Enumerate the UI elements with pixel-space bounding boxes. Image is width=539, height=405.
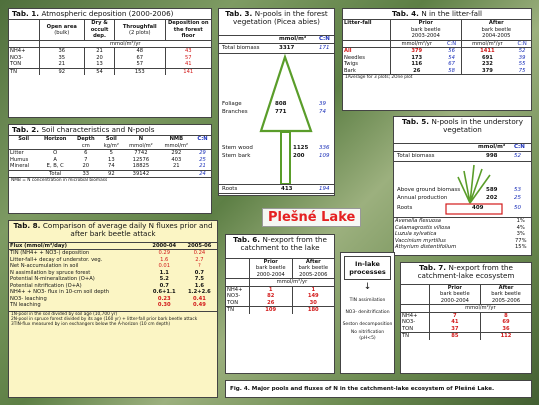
table-row: Total 33 92 39142 24 — [9, 170, 211, 177]
table-7-ecosystem-export — [400, 262, 532, 374]
t8-table: Flux (mmol/m²/day) 2000-04 2005-06 TIN (NH4+ + NO3-) deposition 0.29 0.24 Litter-fall+ decay of understor. veg. 1.6 2.7 Net N-accumulation in soil 0.01 ? N assimilation by spruce forest 1.1 0.7 Potential N-mineralization (O+A) 5.2 7.5 Potential nitrification (O+A) 0.7 1.6 NH4+ + NO3- flux in 10-cm soil depth 0.6+1.1 1.2+2.6 NO3- leaching 0.23 0.41 TN leaching 0.30 0.49 — [9, 242, 217, 309]
in-lake-title: In-lake processes — [344, 256, 391, 280]
table-row: NO3- 41 69 — [401, 319, 531, 326]
list-item: Athyrium distentifolium 15% — [395, 244, 527, 250]
table-6-catchment-export — [225, 234, 335, 374]
t1-col-open: Open area — [46, 23, 77, 30]
table-8-daily-fluxes — [8, 220, 218, 398]
table-1-atmospheric-deposition — [8, 8, 212, 118]
t1-num: Tab. 1. — [12, 9, 39, 18]
arrow-down-icon: ↓ — [363, 282, 372, 293]
table-row: Litter O 6 5 7742 292 29 — [10, 150, 206, 157]
t7-title: N-export from the catchment-lake ecosystem — [417, 263, 515, 281]
table-row: NH4+ 1 1 — [226, 286, 334, 293]
table-row: All 379 56 1411 52 — [344, 48, 526, 55]
table-row: Mineral E, B, C 20 74 18825 21 21 — [10, 163, 206, 170]
list-item: Luzula sylvatica 3% — [395, 231, 525, 237]
t1-table — [9, 19, 211, 75]
list-item: Calamagrostis villosa 4% — [395, 224, 525, 231]
t3-num: Tab. 3. — [225, 9, 253, 18]
t1-title: Atmospheric deposition (2000-2006) — [41, 9, 174, 18]
table-row: Twigs 116 67 232 55 — [344, 61, 526, 68]
t1-col-bulk: (bulk) — [54, 30, 70, 37]
table-row: NO3- 35 20 67 57 — [9, 55, 211, 62]
t5-annual: Annual production 202 25 — [397, 195, 521, 201]
lake-title: Plešné Lake — [262, 208, 361, 227]
t4-notes: 1Average for 3 plots; 2One plot — [343, 74, 531, 80]
t7-table: Prior After bark beetle bark beetle 2000-2004 2005-2006 mmol/m²/yr NH4+ 7 8 NO3- 41 69 TON 37 36 TN 85 112 — [401, 284, 531, 340]
t3-branches: Branches 771 74 — [222, 109, 326, 115]
t5-above: Above ground biomass 589 53 — [397, 187, 521, 193]
t3-header: mmol/m² C:N — [219, 35, 334, 44]
t1-col-throughfall: Throughfall — [122, 23, 157, 30]
table-row: TON 21 13 57 41 — [9, 61, 211, 68]
t5-species — [394, 217, 532, 251]
table-row: TON 37 36 — [401, 326, 531, 333]
t3-roots: Roots 413 194 — [219, 184, 334, 194]
list-item: No nitrification — [350, 330, 385, 336]
table-row: Potential nitrification (O+A) 0.7 1.6 — [10, 282, 204, 289]
list-item: Seston decomposition — [342, 321, 393, 327]
table-row: NH4+ 36 21 48 43 — [9, 48, 211, 55]
figure-caption: Fig. 4. Major pools and fluxes of N in the catchment-lake ecosystem of Plešné Lake. — [225, 380, 532, 398]
t5-num: Tab. 5. — [402, 117, 429, 126]
t8-notes: 1N-pool in the soil divided by soil age (10,700 yr) 2N-pool in spruce forest divided by its age (160 yr) + litter-fall prior bark beetle attack 3TIN-flux measured by ion exchangers below the A-horizon (10 cm depth) — [9, 311, 217, 327]
table-row: Needles 173 54 691 39 — [344, 54, 526, 61]
tree-crown — [261, 57, 311, 131]
t1-col-plots: (2 plots) — [128, 30, 151, 37]
in-lake-processes — [340, 252, 395, 374]
t4-title: N in the litter-fall — [421, 9, 483, 18]
table-row: Humus A 7 13 12576 403 25 — [10, 156, 206, 163]
table-row: TN leaching 0.30 0.49 — [10, 302, 206, 309]
table-row: NH4+ 7 8 — [401, 312, 531, 319]
table-row: NO3- leaching 0.23 0.41 — [10, 295, 206, 302]
table-3-forest-vegetation — [218, 8, 335, 196]
table-row: Potential N-mineralization (O+A) 5.2 7.5 — [10, 276, 204, 283]
t3-total: Total biomass 3317 171 — [219, 45, 334, 54]
t4-num: Tab. 4. — [391, 9, 419, 18]
list-item: (pH<5) — [359, 335, 376, 341]
t4-table: Litter-fall Prior After bark beetle bark beetle 2003-2004 2004-2005 mmol/m²/yr C:N mmol/m²/yr C:N All 379 56 1411 52 Needles 173 54 691 39 Twigs 116 67 232 55 Bark 26 58 379 75 — [343, 19, 531, 74]
t3-stembark: Stem bark 200 109 — [222, 153, 330, 159]
table-row: N assimilation by spruce forest 1.1 0.7 — [10, 269, 204, 276]
table-5-understory — [393, 116, 532, 256]
table-row: TON 26 30 — [226, 300, 334, 307]
table-row: TIN (NH4+ + NO3-) deposition 0.29 0.24 — [10, 250, 206, 257]
table-4-litter-fall — [342, 8, 532, 111]
table-2-soil — [8, 124, 212, 214]
t2-table: Soil Horizon Depth Soil N NMB C:N cm kg/m² mmol/m² mmol/m² Litter O 6 5 7742 292 29 Humus A 7 13 12576 403 25 Mineral E, B, C 20 74 18825 21 21 Total 33 92 39142 24 — [9, 135, 211, 177]
t5-roots: Roots 409 50 — [397, 205, 521, 211]
table-row: Net N-accumulation in soil 0.01 ? — [10, 263, 201, 270]
table-row: NO3- 82 149 — [226, 293, 334, 300]
t5-title: N-pools in the understory vegetation — [431, 117, 523, 135]
list-item: Vaccinium myrtillus 77% — [395, 237, 527, 244]
list-item: TIN assimilation — [349, 298, 386, 304]
t1-col-dry: Dry & occult dep. — [85, 20, 115, 41]
t5-header: mmol/m² C:N — [394, 143, 531, 152]
list-item: NO3- denitrification — [345, 309, 390, 315]
table-row: NH4+ + NO3- flux in 10-cm soil depth 0.6+1.1 1.2+2.6 — [10, 289, 211, 296]
t2-note: NMB = N concentration in microbial biomass — [9, 177, 211, 183]
table-row: Bark 26 58 379 75 — [344, 67, 526, 74]
table-row: TN 92 54 153 141 — [9, 68, 211, 75]
t7-num: Tab. 7. — [419, 263, 447, 272]
table-row: Litter-fall+ decay of understor. veg. 1.6 2.7 — [10, 256, 204, 263]
table-row: TN 109 180 — [226, 307, 334, 314]
t6-table: Prior After bark beetle bark beetle 2000-2004 2005-2006 mmol/m²/yr NH4+ 1 1 NO3- 82 149 TON 26 30 TN 109 180 — [226, 258, 334, 314]
t8-num: Tab. 8. — [13, 221, 41, 230]
t8-title: Comparison of average daily N fluxes prior and after bark beetle attack — [42, 221, 213, 239]
t3-stemwood: Stem wood 1125 336 — [222, 145, 330, 151]
list-item: Avenella flexuosa 1% — [395, 218, 525, 224]
t1-col-forest-floor: Deposition on the forest floor — [165, 20, 211, 41]
t3-title: N-pools in the forest vegetation (Picea abies) — [233, 9, 328, 27]
t1-unit: mmol/m²/yr — [39, 40, 211, 48]
t5-total: Total biomass 998 52 — [394, 153, 531, 162]
t2-title: Soil characteristics and N-pools — [41, 125, 155, 134]
t6-num: Tab. 6. — [233, 235, 261, 244]
t3-foliage: Foliage 808 39 — [222, 101, 326, 107]
t6-title: N-export from the catchment to the lake — [240, 235, 327, 253]
table-row: TN 85 112 — [401, 333, 531, 340]
t2-num: Tab. 2. — [12, 125, 39, 134]
